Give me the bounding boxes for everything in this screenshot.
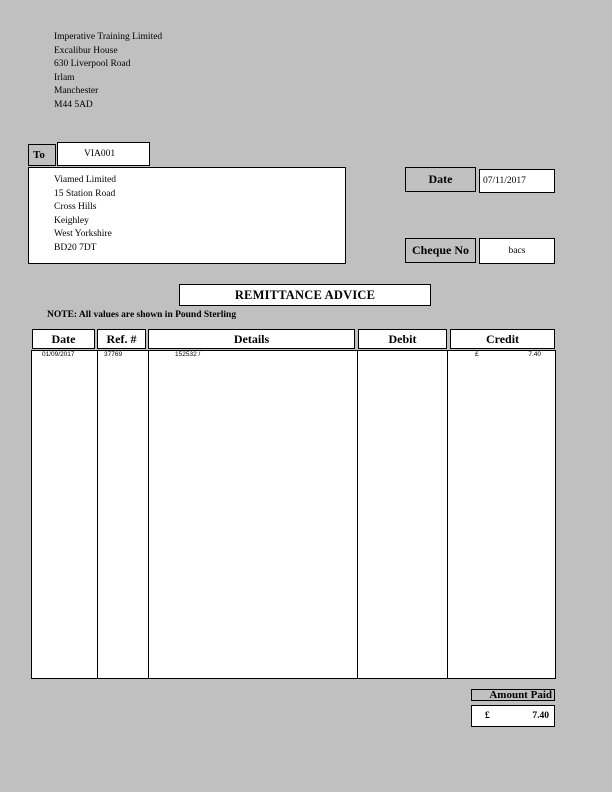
amount-paid-label: Amount Paid <box>471 689 555 701</box>
sender-line: Irlam <box>54 72 75 83</box>
row-details: 152532 / <box>175 351 201 358</box>
recipient-line: 15 Station Road <box>54 188 116 199</box>
date-value: 07/11/2017 <box>479 169 555 193</box>
amount-paid-currency: £ <box>485 711 490 721</box>
sender-line: Excalibur House <box>54 45 118 56</box>
column-header-credit: Credit <box>450 329 555 349</box>
column-divider <box>447 351 448 678</box>
column-divider <box>148 351 149 678</box>
supplier-code: VIA001 <box>57 142 150 166</box>
currency-note: NOTE: All values are shown in Pound Sterling <box>47 310 237 320</box>
recipient-line: Cross Hills <box>54 202 97 213</box>
sender-line: Manchester <box>54 86 99 97</box>
cheque-no-label: Cheque No <box>405 238 476 263</box>
sender-line: Imperative Training Limited <box>54 32 163 42</box>
recipient-line: Keighley <box>54 215 89 226</box>
row-date: 01/09/2017 <box>42 351 75 358</box>
recipient-address <box>28 167 346 264</box>
column-divider <box>357 351 358 678</box>
sender-line: 630 Liverpool Road <box>54 59 131 70</box>
amount-paid-value: 7.40 <box>532 711 549 721</box>
document-title: REMITTANCE ADVICE <box>179 284 431 306</box>
date-label: Date <box>405 167 476 192</box>
table-body <box>31 350 556 679</box>
recipient-line: BD20 7DT <box>54 242 97 253</box>
column-header-date: Date <box>32 329 95 349</box>
cheque-no-value: bacs <box>479 238 555 264</box>
amount-paid-box <box>471 705 555 727</box>
column-header-debit: Debit <box>358 329 447 349</box>
recipient-line: West Yorkshire <box>54 229 112 240</box>
column-header-details: Details <box>148 329 355 349</box>
column-divider <box>97 351 98 678</box>
to-label: To <box>28 144 56 166</box>
row-ref: 37769 <box>104 351 123 358</box>
row-credit-amount: 7.40 <box>528 351 541 358</box>
sender-address <box>54 31 162 113</box>
row-credit-currency: £ <box>475 351 479 358</box>
recipient-line: Viamed Limited <box>54 175 116 185</box>
sender-line: M44 5AD <box>54 99 93 110</box>
column-header-ref: Ref. # <box>97 329 146 349</box>
